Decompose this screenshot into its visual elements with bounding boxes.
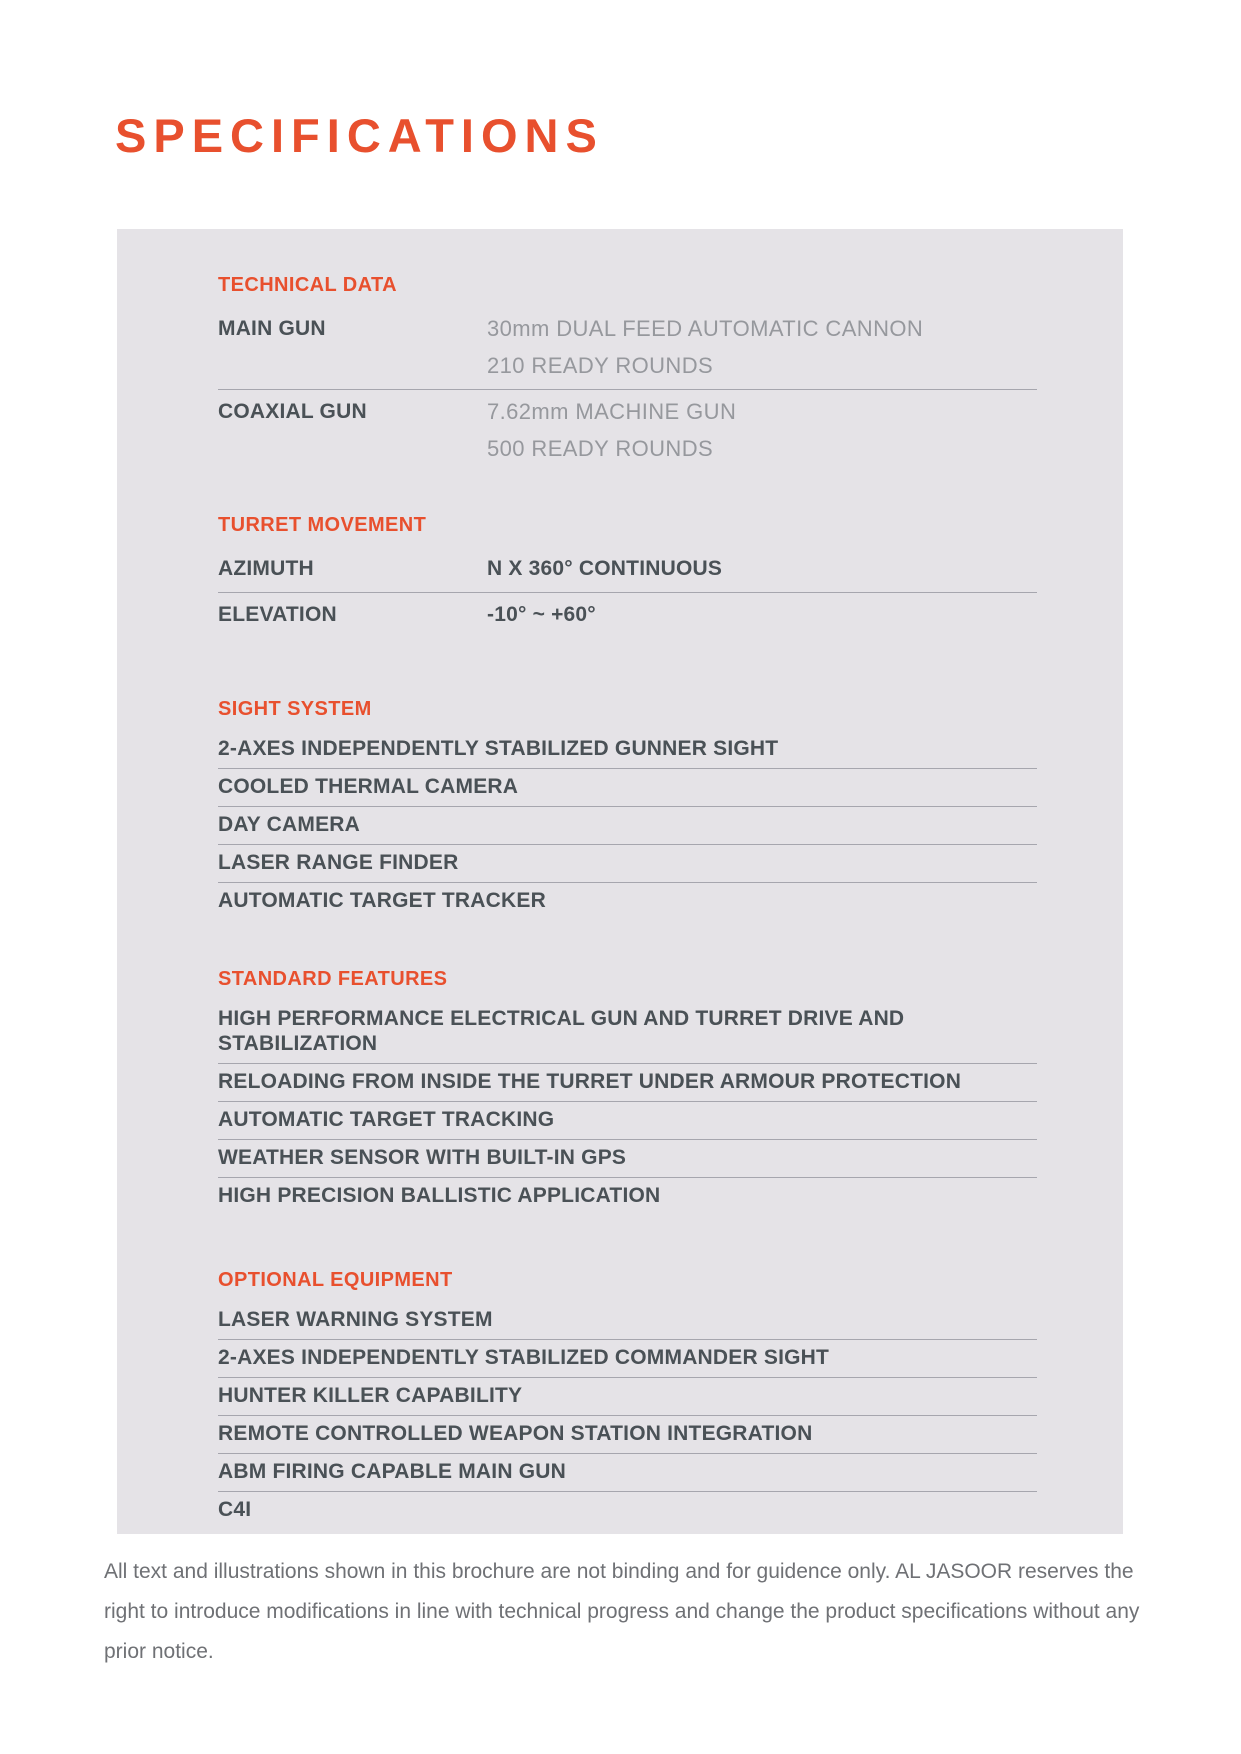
section-optional-equipment [218,1268,1037,1529]
section-header-optional-equipment: OPTIONAL EQUIPMENT [218,1269,453,1291]
list-item: 2-AXES INDEPENDENTLY STABILIZED GUNNER SIGHT [218,737,779,760]
spec-row-elevation [218,592,1037,638]
list-item: DAY CAMERA [218,806,1037,844]
spec-row-main-gun [218,307,1037,389]
spec-values [487,596,1037,633]
sight-system-list [218,731,1037,920]
optional-equipment-list [218,1302,1037,1529]
spec-value-line: 500 READY ROUNDS [487,436,714,461]
footer-disclaimer: All text and illustrations shown in this brochure are not binding and for guidence only. AL JASOOR reserves the right to introduce modifications in line with technical progress and change the product specifications without any prior notice. [104,1560,1140,1663]
page-title: SPECIFICATIONS [115,109,604,162]
section-header-turret-movement: TURRET MOVEMENT [218,514,427,536]
spec-row-azimuth [218,547,1037,592]
spec-label: MAIN GUN [218,317,326,340]
turret-movement-rows [218,547,1037,638]
list-item: COOLED THERMAL CAMERA [218,768,1037,806]
specifications-panel [117,229,1123,1534]
section-header-standard-features: STANDARD FEATURES [218,968,448,990]
section-sight-system [218,697,1037,920]
technical-data-rows [218,307,1037,472]
list-item: HIGH PERFORMANCE ELECTRICAL GUN AND TURRET DRIVE AND STABILIZATION [218,1007,905,1055]
section-header-sight-system: SIGHT SYSTEM [218,698,372,720]
spec-values [487,393,1037,467]
spec-label: AZIMUTH [218,557,314,580]
list-item: ABM FIRING CAPABLE MAIN GUN [218,1453,1037,1491]
list-item: LASER WARNING SYSTEM [218,1308,493,1331]
section-standard-features [218,967,1037,1215]
spec-value-line: 210 READY ROUNDS [487,353,714,378]
list-item: AUTOMATIC TARGET TRACKING [218,1101,1037,1139]
list-item: C4I [218,1491,1037,1529]
list-item: 2-AXES INDEPENDENTLY STABILIZED COMMANDER SIGHT [218,1339,1037,1377]
list-item: HUNTER KILLER CAPABILITY [218,1377,1037,1415]
spec-values [487,310,1037,384]
section-turret-movement [218,513,1037,638]
spec-value-line: 30mm DUAL FEED AUTOMATIC CANNON [487,316,924,341]
list-item: RELOADING FROM INSIDE THE TURRET UNDER ARMOUR PROTECTION [218,1063,1037,1101]
spec-value-line: -10° ~ +60° [487,603,596,626]
list-item: REMOTE CONTROLLED WEAPON STATION INTEGRATION [218,1415,1037,1453]
spec-label: COAXIAL GUN [218,400,367,423]
spec-value-line: N X 360° CONTINUOUS [487,557,723,580]
spec-label: ELEVATION [218,603,337,626]
section-header-technical-data: TECHNICAL DATA [218,274,397,296]
spec-values [487,550,1037,587]
spec-row-coaxial-gun [218,389,1037,472]
list-item: HIGH PRECISION BALLISTIC APPLICATION [218,1177,1037,1215]
section-technical-data [218,273,1037,472]
standard-features-list [218,1001,1037,1215]
list-item: LASER RANGE FINDER [218,844,1037,882]
spec-value-line: 7.62mm MACHINE GUN [487,399,737,424]
list-item: WEATHER SENSOR WITH BUILT-IN GPS [218,1139,1037,1177]
list-item: AUTOMATIC TARGET TRACKER [218,882,1037,920]
